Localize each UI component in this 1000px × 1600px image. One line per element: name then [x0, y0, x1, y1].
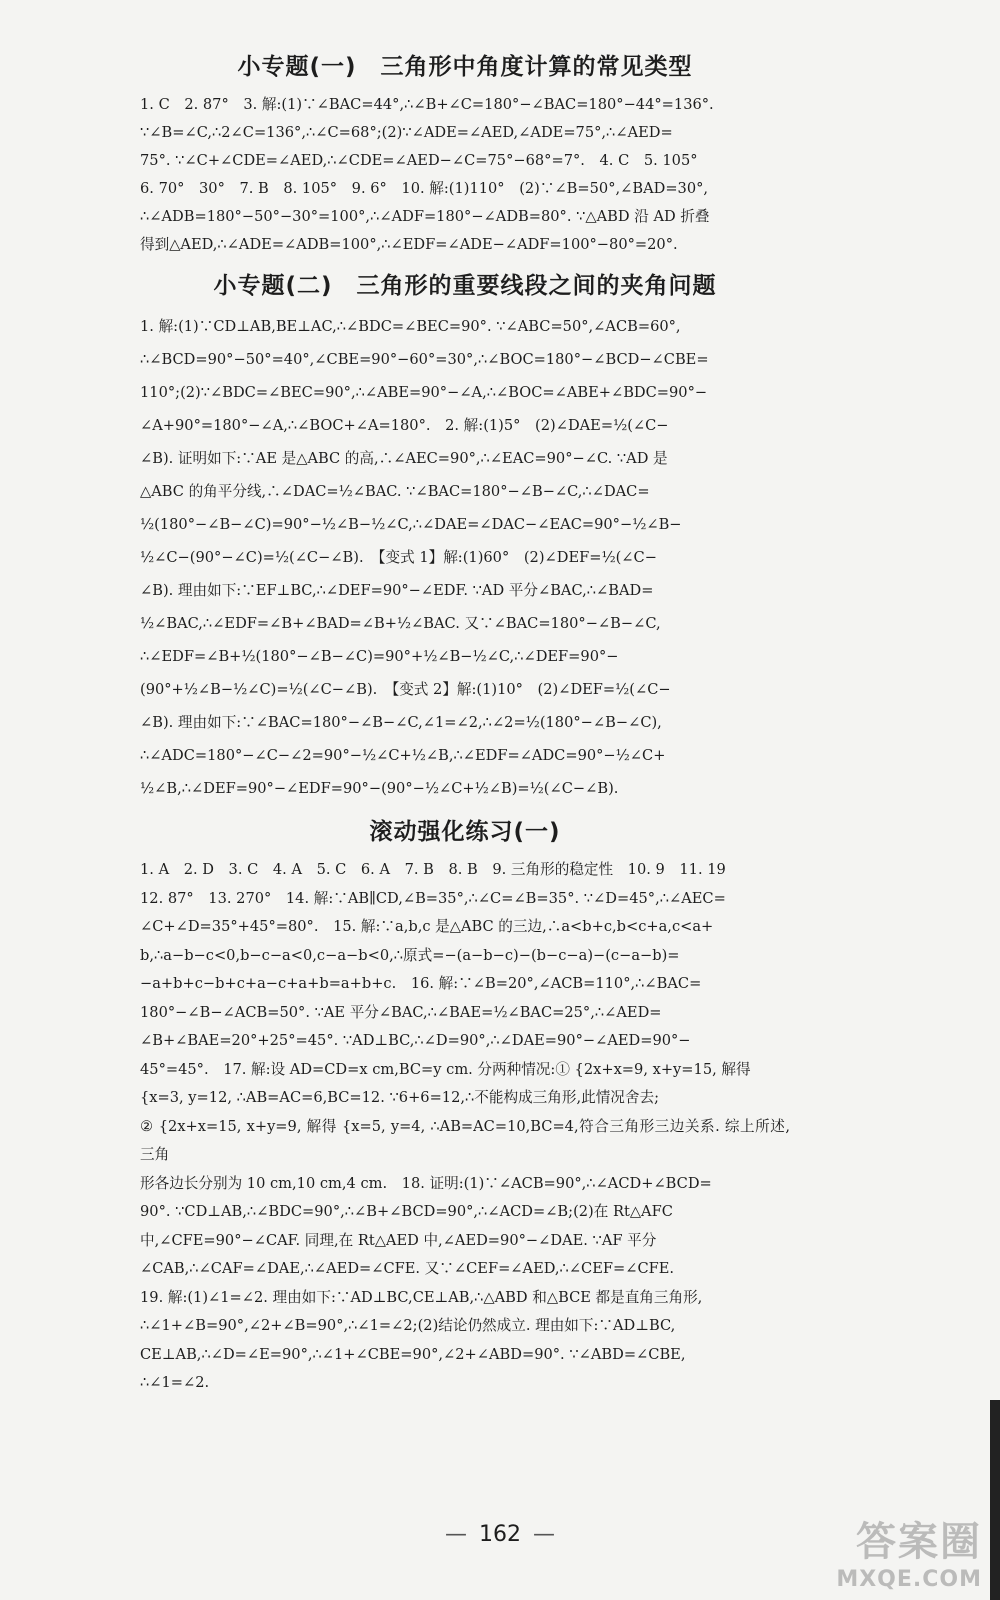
text-line: ½(180°−∠B−∠C)=90°−½∠B−½∠C,∴∠DAE=∠DAC−∠EAC=90°−½∠B− — [140, 516, 682, 533]
text-line: ∠A+90°=180°−∠A,∴∠BOC+∠A=180°. 2. 解:(1)5° (2)∠DAE=½(∠C− — [140, 417, 669, 434]
section-1 — [140, 48, 790, 259]
text-line: ∠CAB,∴∠CAF=∠DAE,∴∠AED=∠CFE. 又∵∠CEF=∠AED,∴∠CEF=∠CFE. — [140, 1260, 675, 1277]
text-line: 90°. ∵CD⊥AB,∴∠BDC=90°,∴∠B+∠BCD=90°,∴∠ACD=∠B;(2)在 Rt△AFC — [140, 1203, 673, 1220]
section-body — [140, 91, 790, 259]
text-line: 1. 解:(1)∵CD⊥AB,BE⊥AC,∴∠BDC=∠BEC=90°. ∵∠ABC=50°,∠ACB=60°, — [140, 318, 681, 335]
text-line: ∠B+∠BAE=20°+25°=45°. ∵AD⊥BC,∴∠D=90°,∴∠DAE=90°−∠AED=90°− — [140, 1032, 691, 1049]
text-line: ∵∠B=∠C,∴2∠C=136°,∴∠C=68°;(2)∵∠ADE=∠AED,∠ADE=75°,∴∠AED= — [140, 124, 673, 141]
text-line: 6. 70° 30° 7. B 8. 105° 9. 6° 10. 解:(1)110° (2)∵∠B=50°,∠BAD=30°, — [140, 180, 709, 197]
text-line: CE⊥AB,∴∠D=∠E=90°,∴∠1+∠CBE=90°,∠2+∠ABD=90°. ∵∠ABD=∠CBE, — [140, 1345, 686, 1363]
text-line: 19. 解:(1)∠1=∠2. 理由如下:∵AD⊥BC,CE⊥AB,∴△ABD 和△BCE 都是直角三角形, — [140, 1288, 703, 1306]
text-line: 45°=45°. 17. 解:设 AD=CD=x cm,BC=y cm. 分两种情况:① {2x+x=9, x+y=15, 解得 — [140, 1060, 751, 1078]
text-line: ∠C+∠D=35°+45°=80°. 15. 解:∵a,b,c 是△ABC 的三边,∴a<b+c,b<c+a,c<a+ — [140, 918, 714, 935]
text-line: ½∠C−(90°−∠C)=½(∠C−∠B). 【变式 1】解:(1)60° (2)∠DEF=½(∠C− — [140, 549, 657, 566]
text-line: 中,∠CFE=90°−∠CAF. 同理,在 Rt△AED 中,∠AED=90°−∠DAE. ∵AF 平分 — [140, 1231, 657, 1249]
dash-right: — — [533, 1522, 555, 1547]
dash-left: — — [445, 1522, 467, 1547]
text-line: 1. A 2. D 3. C 4. A 5. C 6. A 7. B 8. B 9. 三角形的稳定性 10. 9 11. 19 — [140, 861, 726, 878]
text-line: 75°. ∵∠C+∠CDE=∠AED,∴∠CDE=∠AED−∠C=75°−68°=7°. 4. C 5. 105° — [140, 152, 698, 169]
section-3 — [140, 813, 790, 1398]
watermark — [836, 1510, 982, 1592]
text-line: ½∠BAC,∴∠EDF=∠B+∠BAD=∠B+½∠BAC. 又∵∠BAC=180°−∠B−∠C, — [140, 615, 661, 632]
section-2 — [140, 267, 790, 805]
text-line: b,∴a−b−c<0,b−c−a<0,c−a−b<0,∴原式=−(a−b−c)−(b−c−a)−(c−a−b)= — [140, 946, 680, 964]
section-body — [140, 310, 790, 805]
text-line: ∠B). 理由如下:∵EF⊥BC,∴∠DEF=90°−∠EDF. ∵AD 平分∠BAC,∴∠BAD= — [140, 582, 654, 599]
text-line: 110°;(2)∵∠BDC=∠BEC=90°,∴∠ABE=90°−∠A,∴∠BOC=∠ABE+∠BDC=90°− — [140, 384, 708, 401]
text-line: 得到△AED,∴∠ADE=∠ADB=100°,∴∠EDF=∠ADE−∠ADF=100°−80°=20°. — [140, 236, 678, 253]
text-line: ½∠B,∴∠DEF=90°−∠EDF=90°−(90°−½∠C+½∠B)=½(∠C−∠B). — [140, 780, 619, 797]
text-line: △ABC 的角平分线,∴∠DAC=½∠BAC. ∵∠BAC=180°−∠B−∠C,∴∠DAC= — [140, 483, 650, 500]
text-line: ② {2x+x=15, x+y=9, 解得 {x=5, y=4, ∴AB=AC=10,BC=4,符合三角形三边关系. 综上所述,三角 — [140, 1117, 790, 1163]
watermark-site: MXQE.COM — [836, 1567, 982, 1592]
text-line: 12. 87° 13. 270° 14. 解:∵AB∥CD,∠B=35°,∴∠C=∠B=35°. ∵∠D=45°,∴∠AEC= — [140, 889, 726, 907]
text-line: {x=3, y=12, ∴AB=AC=6,BC=12. ∵6+6=12,∴不能构成三角形,此情况舍去; — [140, 1089, 659, 1106]
text-line: ∴∠EDF=∠B+½(180°−∠B−∠C)=90°+½∠B−½∠C,∴∠DEF=90°− — [140, 648, 619, 665]
text-line: ∴∠1=∠2. — [140, 1374, 210, 1391]
text-line: ∠B). 证明如下:∵AE 是△ABC 的高,∴∠AEC=90°,∴∠EAC=90°−∠C. ∵AD 是 — [140, 450, 668, 467]
text-line: (90°+½∠B−½∠C)=½(∠C−∠B). 【变式 2】解:(1)10° (2)∠DEF=½(∠C− — [140, 681, 671, 698]
page-edge-shadow — [990, 1400, 1000, 1600]
text-line: 形各边长分别为 10 cm,10 cm,4 cm. 18. 证明:(1)∵∠ACB=90°,∴∠ACD+∠BCD= — [140, 1174, 712, 1192]
text-line: 1. C 2. 87° 3. 解:(1)∵∠BAC=44°,∴∠B+∠C=180°−∠BAC=180°−44°=136°. — [140, 96, 714, 113]
answer-page — [140, 40, 790, 1398]
text-line: ∴∠1+∠B=90°,∠2+∠B=90°,∴∠1=∠2;(2)结论仍然成立. 理由如下:∵AD⊥BC, — [140, 1317, 676, 1334]
text-line: 180°−∠B−∠ACB=50°. ∵AE 平分∠BAC,∴∠BAE=½∠BAC=25°,∴∠AED= — [140, 1003, 662, 1021]
section-title: 滚动强化练习(一) — [369, 819, 561, 845]
page-number-text: 162 — [479, 1522, 521, 1547]
text-line: ∠B). 理由如下:∵∠BAC=180°−∠B−∠C,∠1=∠2,∴∠2=½(180°−∠B−∠C), — [140, 714, 662, 731]
text-line: ∴∠BCD=90°−50°=40°,∠CBE=90°−60°=30°,∴∠BOC=180°−∠BCD−∠CBE= — [140, 351, 709, 368]
watermark-logo: 答案圈 — [856, 1519, 982, 1565]
section-title: 小专题(一) 三角形中角度计算的常见类型 — [237, 54, 693, 80]
text-line: −a+b+c−b+c+a−c+a+b=a+b+c. 16. 解:∵∠B=20°,∠ACB=110°,∴∠BAC= — [140, 975, 702, 992]
section-title: 小专题(二) 三角形的重要线段之间的夹角问题 — [213, 273, 717, 299]
section-body — [140, 856, 790, 1398]
text-line: ∴∠ADB=180°−50°−30°=100°,∴∠ADF=180°−∠ADB=80°. ∵△ABD 沿 AD 折叠 — [140, 208, 710, 225]
text-line: ∴∠ADC=180°−∠C−∠2=90°−½∠C+½∠B,∴∠EDF=∠ADC=90°−½∠C+ — [140, 747, 666, 764]
